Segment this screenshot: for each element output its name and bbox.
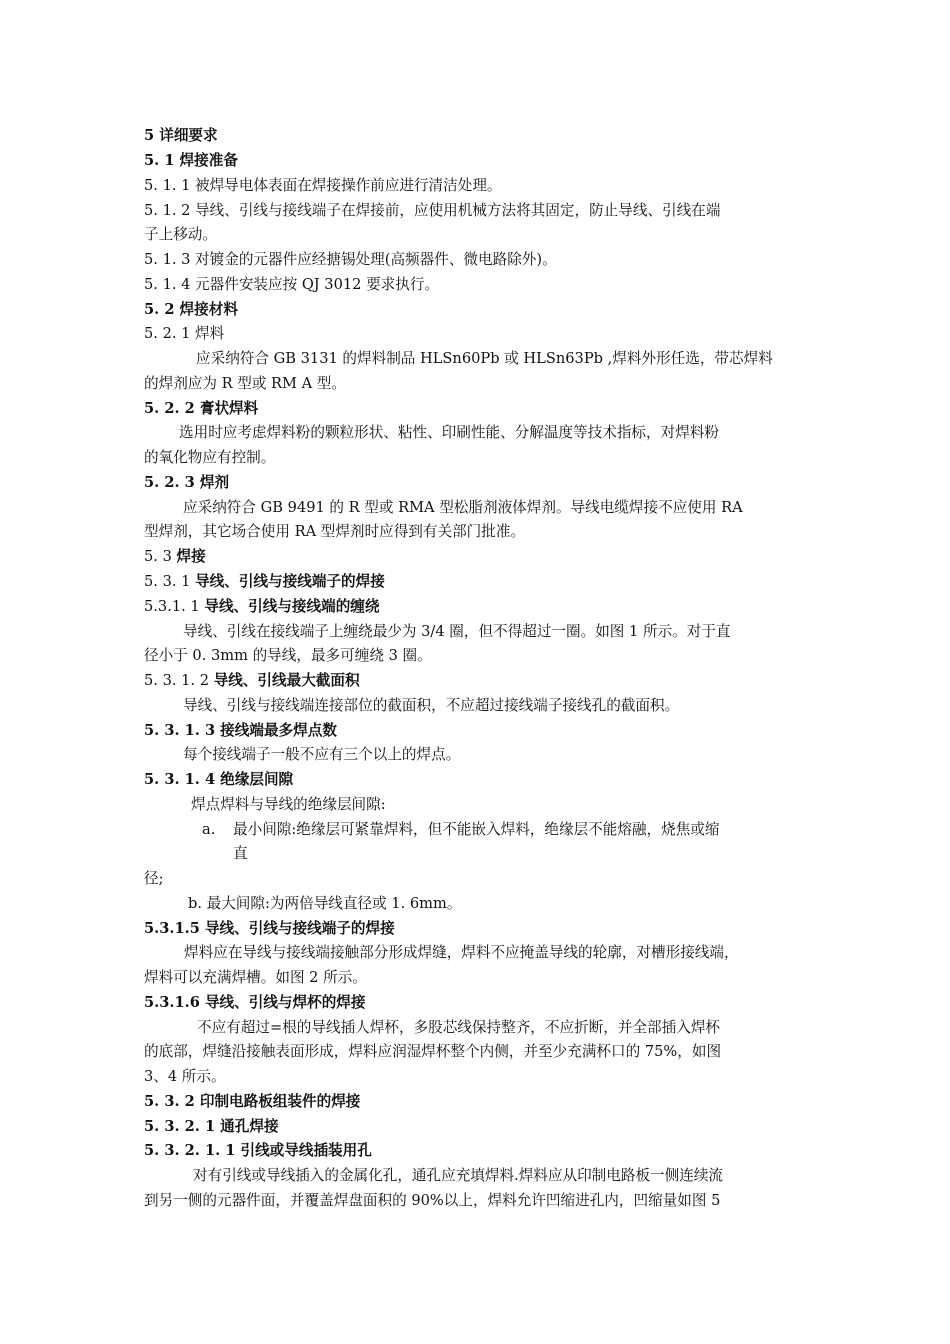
heading-5-2-3: 5. 2. 3 焊剂	[144, 474, 230, 491]
heading-5-3-2-1: 5. 3. 2. 1 通孔焊接	[144, 1118, 279, 1135]
heading-5-2-2: 5. 2. 2 膏状焊料	[144, 400, 259, 417]
para-5-3-1-1-line2: 径小于 0. 3mm 的导线，最多可缠绕 3 圈。	[144, 647, 432, 664]
heading-5-2-1: 5. 2. 1 焊料	[144, 325, 225, 342]
para-5-3-1-5-line2: 焊料可以充满焊槽。如图 2 所示。	[144, 969, 367, 986]
para-5-2-2-line1: 选用时应考虑焊料粉的颗粒形状、粘性、印刷性能、分解温度等技术指标，对焊料粉	[179, 424, 719, 441]
para-5-1-2-line1: 5. 1. 2 导线、引线与接线端子在焊接前，应使用机械方法将其固定，防止导线、引线在端	[144, 202, 721, 219]
para-5-1-3: 5. 1. 3 对镀金的元器件应经搪锡处理(高频器件、微电路除外)。	[144, 251, 557, 268]
heading-5-2: 5. 2 焊接材料	[144, 301, 238, 318]
para-5-3-2-1-1-line1: 对有引线或导线插入的金属化孔，通孔应充填焊料.焊料应从印制电路板一侧连续流	[193, 1167, 724, 1184]
para-5-1-2-line2: 子上移动。	[144, 226, 217, 243]
para-5-3-1-6-line1: 不应有超过=根的导线插人焊杯，多股芯线保持整齐，不应折断，并全部插入焊杯	[197, 1019, 721, 1036]
heading-5-3-1-number: 5. 3. 1	[144, 573, 196, 590]
list-item-b: b. 最大间隙:为两倍导线直径或 1. 6mm。	[188, 895, 462, 912]
heading-5-3-1-1-text: 导线、引线与接线端的缠绕	[204, 598, 380, 615]
para-5-3-1-2: 导线、引线与接线端连接部位的截面积，不应超过接线端子接线孔的截面积。	[183, 697, 680, 714]
heading-5-3-number: 5. 3	[144, 548, 177, 565]
list-item-a-end: 径;	[144, 870, 164, 887]
heading-5-3-1-2-text: 导线、引线最大截面积	[213, 672, 360, 689]
heading-5-3-1-5: 5.3.1.5 导线、引线与接线端子的焊接	[144, 920, 395, 937]
heading-5-3-1-1-number: 5.3.1. 1	[144, 598, 205, 615]
para-5-1-1: 5. 1. 1 被焊导电体表面在焊接操作前应进行清洁处理。	[144, 177, 502, 194]
heading-5-3-1-2-number: 5. 3. 1. 2	[144, 672, 214, 689]
heading-5-3-text: 焊接	[176, 548, 206, 565]
heading-5-3	[144, 545, 206, 570]
para-5-3-1-3: 每个接线端子一般不应有三个以上的焊点。	[183, 746, 461, 763]
heading-5-3-1-1	[144, 595, 379, 620]
para-5-3-2-1-1-line2: 到另一侧的元器件面，并覆盖焊盘面积的 90%以上，焊料允许凹缩进孔内，凹缩量如图 5	[144, 1192, 721, 1209]
heading-5-3-1-6: 5.3.1.6 导线、引线与焊杯的焊接	[144, 994, 366, 1011]
list-item-a-marker: a.	[202, 821, 216, 838]
heading-5-3-1	[144, 570, 385, 595]
heading-5-3-1-2	[144, 669, 360, 694]
heading-5-3-1-text: 导线、引线与接线端子的焊接	[195, 573, 385, 590]
para-5-1-4: 5. 1. 4 元器件安装应按 QJ 3012 要求执行。	[144, 276, 440, 293]
list-item-a-continuation: 直	[233, 845, 248, 862]
heading-5: 5 详细要求	[144, 127, 218, 144]
heading-5-3-1-3: 5. 3. 1. 3 接线端最多焊点数	[144, 722, 337, 739]
para-5-2-3-line1: 应采纳符合 GB 9491 的 R 型或 RMA 型松脂剂液体焊剂。导线电缆焊接不应使用 RA	[183, 499, 743, 516]
list-item-a-text: 最小间隙:绝缘层可紧靠焊料，但不能嵌入焊料，绝缘层不能熔融，烧焦或缩	[233, 821, 720, 838]
para-5-3-1-5-line1: 焊料应在导线与接线端接触部分形成焊缝，焊料不应掩盖导线的轮廓，对槽形接线端，	[184, 944, 739, 961]
para-5-3-1-1-line1: 导线、引线在接线端子上缠绕最少为 3/4 圈，但不得超过一圈。如图 1 所示。对于直	[183, 623, 731, 640]
heading-5-1: 5. 1 焊接准备	[144, 152, 238, 169]
heading-5-3-2-1-1: 5. 3. 2. 1. 1 引线或导线插装用孔	[144, 1142, 372, 1159]
para-5-2-2-line2: 的氧化物应有控制。	[144, 449, 276, 466]
para-5-3-1-4: 焊点焊料与导线的绝缘层间隙:	[191, 796, 386, 813]
para-5-3-1-6-line2: 的底部，焊缝沿接触表面形成，焊料应润湿焊杯整个内侧，并至少充满杯口的 75%，如图	[144, 1043, 722, 1060]
heading-5-3-2: 5. 3. 2 印制电路板组装件的焊接	[144, 1093, 361, 1110]
heading-5-3-1-4: 5. 3. 1. 4 绝缘层间隙	[144, 771, 294, 788]
para-5-2-1-line1: 应采纳符合 GB 3131 的焊料制品 HLSn60Pb 或 HLSn63Pb ,焊料外形任选，带芯焊料	[196, 350, 773, 367]
para-5-3-1-6-line3: 3、4 所示。	[144, 1068, 226, 1085]
para-5-2-3-line2: 型焊剂，其它场合使用 RA 型焊剂时应得到有关部门批准。	[144, 523, 526, 540]
para-5-2-1-line2: 的焊剂应为 R 型或 RM A 型。	[144, 375, 346, 392]
